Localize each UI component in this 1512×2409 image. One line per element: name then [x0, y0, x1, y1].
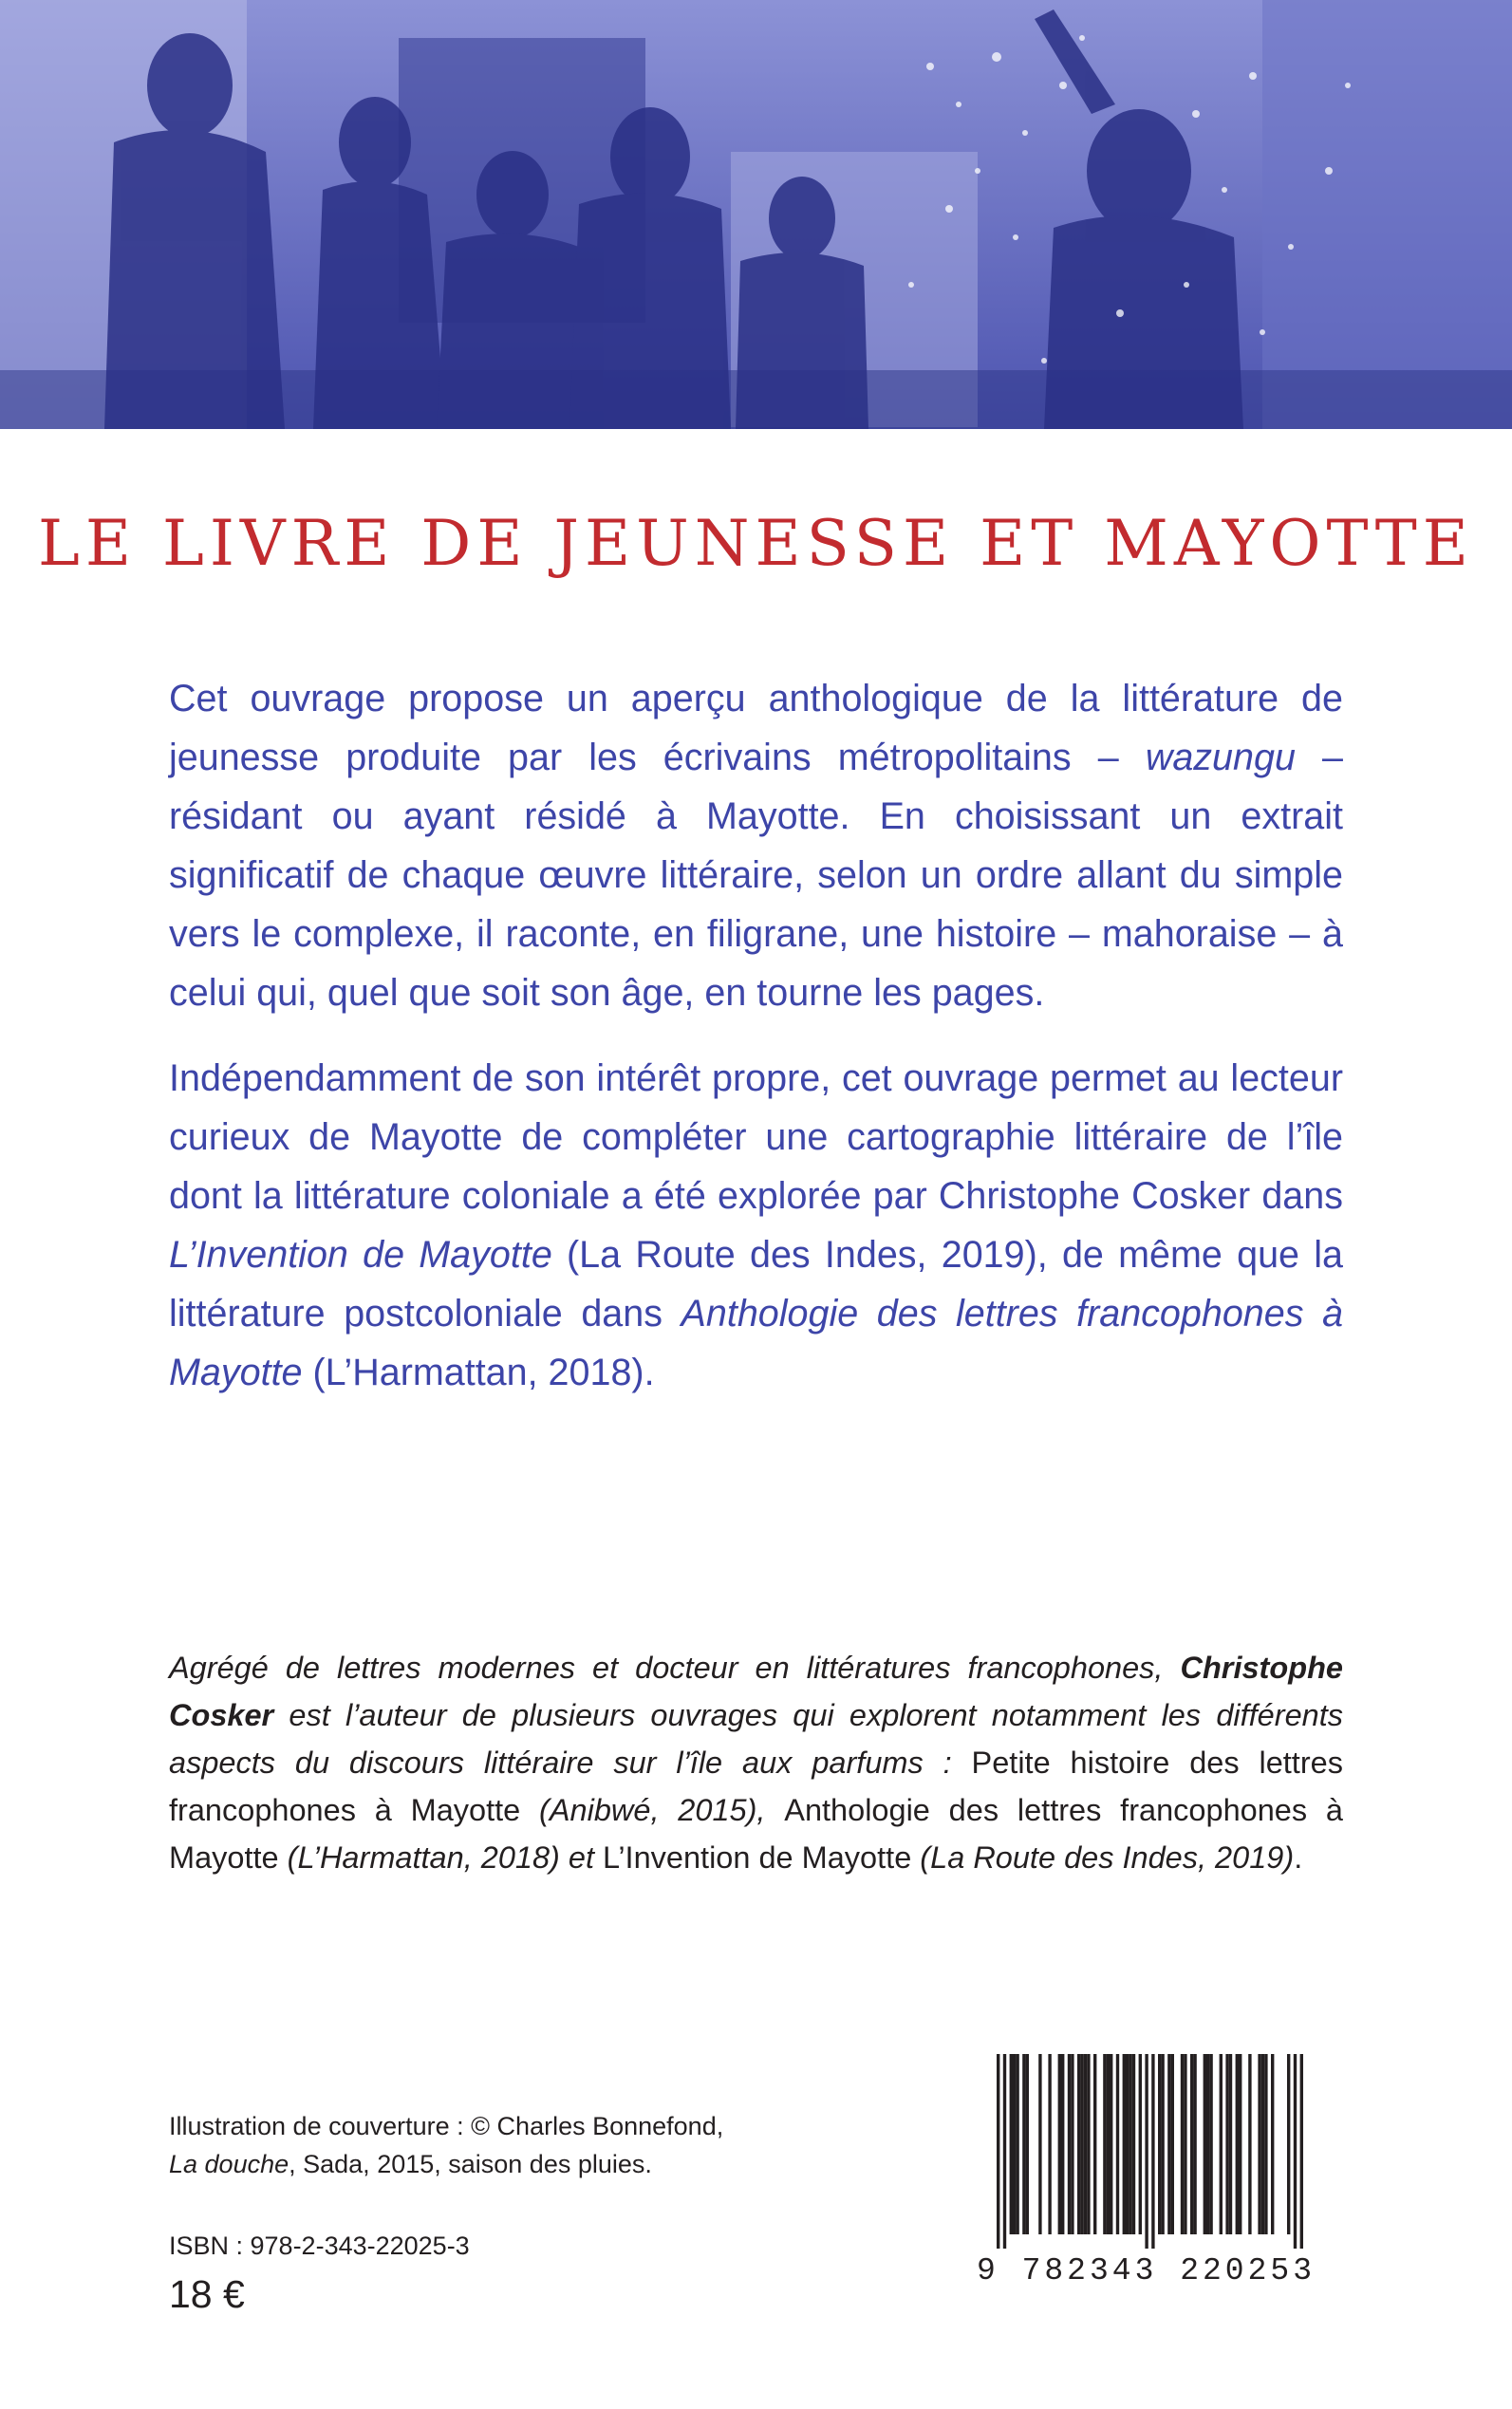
author-bio — [169, 1644, 1343, 1881]
bio-book-title: Petite histoire des lettres francophones à Mayotte — [169, 1746, 1343, 1827]
barcode-bar — [1167, 2054, 1170, 2234]
bio-text: Agrégé de lettres modernes et docteur en littératures francophones, — [169, 1651, 1181, 1685]
barcode-bar — [1161, 2054, 1164, 2234]
blurb-paragraph-1 — [169, 669, 1343, 1022]
barcode-bar — [1229, 2054, 1232, 2234]
barcode-bar — [1058, 2054, 1061, 2234]
blurb-text: (L’Harmattan, 2018). — [302, 1352, 655, 1393]
barcode-bar — [1077, 2054, 1080, 2234]
bio-text: est l’auteur de plusieurs ouvrages qui explorent notamment les différents aspects du discours littéraire sur l’île aux parfums : — [169, 1698, 1343, 1780]
barcode-bar — [1261, 2054, 1264, 2234]
barcode-bar — [1271, 2054, 1274, 2234]
barcode-bar — [1294, 2054, 1297, 2249]
cover-photo — [0, 0, 1512, 429]
credit-line-2 — [169, 2145, 833, 2183]
barcode-bar — [1038, 2054, 1041, 2234]
barcode-digits: 9 782343 220253 — [976, 2253, 1316, 2288]
author-name: Christophe Cosker — [169, 1651, 1343, 1732]
illustration-credit — [169, 2107, 833, 2183]
blurb-text: Cet ouvrage propose un aperçu anthologique de la littérature de jeunesse produite par les écrivains métropolitains – — [169, 678, 1343, 778]
barcode-bar — [1239, 2054, 1241, 2234]
blurb-italic-text: L’Invention de Mayotte — [169, 1234, 552, 1276]
barcode-bar — [1151, 2054, 1154, 2249]
blurb — [169, 669, 1343, 1429]
barcode-bar — [1132, 2054, 1135, 2234]
barcode-bar — [1258, 2054, 1260, 2234]
blurb-text: (La Route des Indes, 2019), de même que la littérature postcoloniale dans — [169, 1234, 1343, 1335]
barcode-bar — [1107, 2054, 1110, 2234]
barcode-bar — [1022, 2054, 1025, 2234]
barcode-bar — [1068, 2054, 1071, 2234]
bio-text: . — [1294, 1840, 1303, 1875]
bio-text: (La Route des Indes, 2019) — [911, 1840, 1295, 1875]
barcode-bar — [1123, 2054, 1126, 2234]
barcode-bar — [1181, 2054, 1184, 2234]
barcode-bar — [1225, 2054, 1228, 2234]
barcode-bar — [1110, 2054, 1112, 2234]
barcode-bar — [1013, 2054, 1016, 2234]
barcode-bar — [1300, 2054, 1303, 2249]
barcode-bar — [1093, 2054, 1096, 2234]
credit-line-1: Illustration de couverture : © Charles Bonnefond, — [169, 2112, 724, 2140]
barcode-bar — [1129, 2054, 1131, 2234]
barcode-bar — [1003, 2054, 1006, 2249]
bio-book-title: Anthologie des lettres francophones à Mayotte — [169, 1793, 1344, 1875]
barcode-bar — [1206, 2054, 1209, 2234]
barcode-bar — [1220, 2054, 1223, 2234]
barcode-bar — [1190, 2054, 1193, 2234]
barcode-bar — [1103, 2054, 1106, 2234]
barcode-bar — [1193, 2054, 1196, 2234]
barcode-bar — [997, 2054, 999, 2249]
barcode-bar — [1061, 2054, 1064, 2234]
barcode-bar — [1116, 2054, 1119, 2234]
blurb-italic-text: wazungu — [1145, 737, 1296, 778]
credit-work-title: La douche — [169, 2150, 289, 2178]
barcode-bar — [1080, 2054, 1083, 2234]
bio-text: (Anibwé, 2015), — [520, 1793, 785, 1827]
barcode-bar — [1010, 2054, 1013, 2234]
barcode-bar — [1184, 2054, 1186, 2234]
isbn: ISBN : 978-2-343-22025-3 — [169, 2232, 470, 2260]
price: 18 € — [169, 2272, 245, 2316]
author-bio-paragraph — [169, 1644, 1343, 1881]
bio-text: (L’Harmattan, 2018) et — [278, 1840, 604, 1875]
barcode-bar — [1016, 2054, 1018, 2234]
blurb-text: – résidant ou ayant résidé à Mayotte. En choisissant un extrait significatif de chaque œuvre littéraire, selon un ordre allant du simple vers le complexe, il raconte, en filigrane, une histoire – mahoraise – à celui qui, quel que soit son âge, en tourne les pages. — [169, 737, 1343, 1014]
barcode-bars — [949, 2054, 1343, 2253]
barcode-bar — [1126, 2054, 1129, 2234]
barcode-bar — [1171, 2054, 1174, 2234]
barcode-bar — [1139, 2054, 1142, 2234]
credit-details: , Sada, 2015, saison des pluies. — [289, 2150, 652, 2178]
barcode-bar — [1264, 2054, 1267, 2234]
barcode-bar — [1048, 2054, 1051, 2234]
book-title: LE LIVRE DE JEUNESSE ET MAYOTTE — [38, 507, 1474, 580]
barcode-bar — [1145, 2054, 1148, 2249]
barcode-bar — [1087, 2054, 1090, 2234]
barcode-bar — [1026, 2054, 1029, 2234]
barcode-bar — [1248, 2054, 1251, 2234]
barcode-bar — [1158, 2054, 1161, 2234]
barcode-bar — [1287, 2054, 1290, 2234]
barcode-bar — [1209, 2054, 1212, 2234]
bio-book-title: L’Invention de Mayotte — [603, 1840, 912, 1875]
blurb-paragraph-2 — [169, 1049, 1343, 1402]
blurb-italic-text: Anthologie des lettres francophones à Mayotte — [169, 1293, 1343, 1393]
barcode-bar — [1204, 2054, 1206, 2234]
barcode-bar — [1236, 2054, 1239, 2234]
barcode-bar — [1071, 2054, 1073, 2234]
barcode-bar — [1084, 2054, 1087, 2234]
barcode — [949, 2054, 1343, 2312]
photo-children-water-shower-icon — [0, 0, 1512, 429]
blurb-text: Indépendamment de son intérêt propre, cet ouvrage permet au lecteur curieux de Mayotte de compléter une cartographie littéraire de l’île dont la littérature coloniale a été explorée par Christophe Cosker dans — [169, 1057, 1343, 1217]
